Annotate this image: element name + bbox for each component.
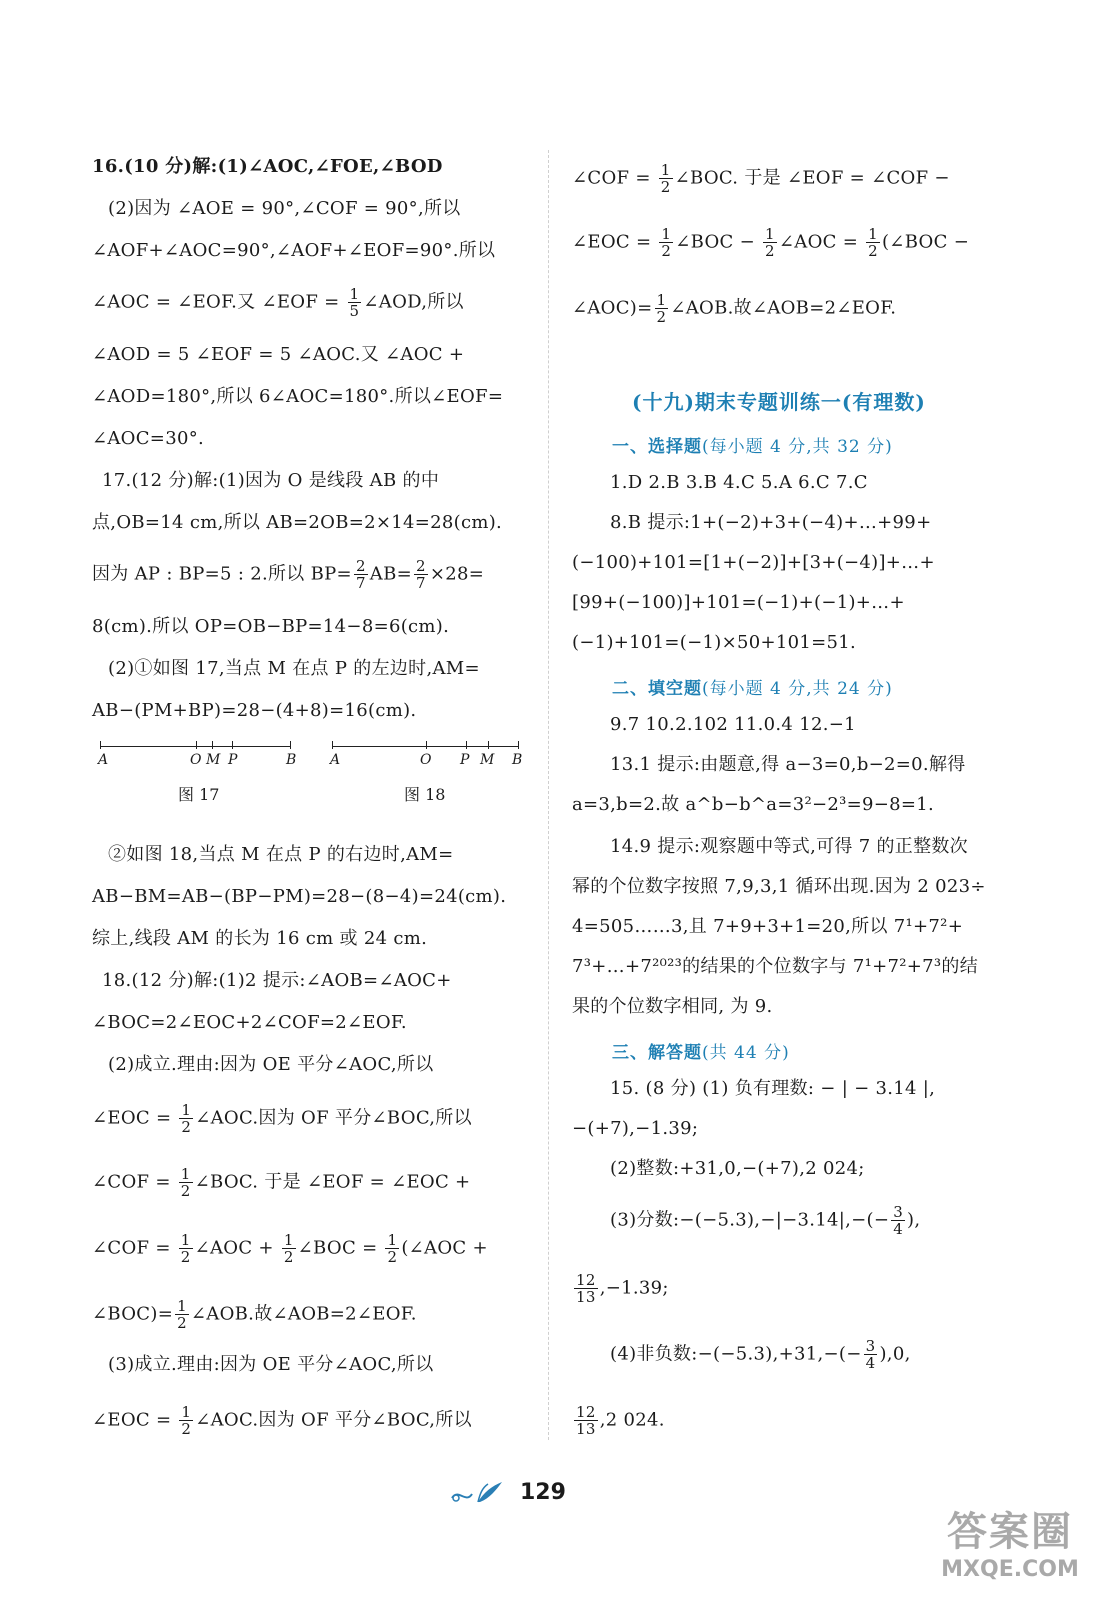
answer-line: (−100)+101=[1+(−2)]+[3+(−4)]+…+ <box>572 552 935 573</box>
fraction <box>179 1404 193 1437</box>
answer-line: 13.1 提示:由题意,得 a−3=0,b−2=0.解得 <box>610 754 966 775</box>
point-label-m: M <box>206 752 221 768</box>
fraction <box>574 1272 598 1305</box>
frac-num: 3 <box>893 1203 904 1221</box>
frac-den: 2 <box>387 1248 398 1266</box>
frac-num: 1 <box>180 1231 191 1249</box>
text-line: 点,OB=14 cm,所以 AB=2OB=2×14=28(cm). <box>92 512 503 533</box>
point-label-b: B <box>512 752 523 768</box>
answer-line: 14.9 提示:观察题中等式,可得 7 的正整数次 <box>610 836 968 857</box>
frac-den: 4 <box>865 1354 876 1372</box>
q17-header <box>102 466 439 496</box>
text-seg: ,2 024. <box>599 1409 665 1431</box>
answer-line <box>610 1338 911 1371</box>
text-line: 8(cm).所以 OP=OB−BP=14−8=6(cm). <box>92 616 450 637</box>
fraction <box>864 1338 878 1371</box>
frac-num: 1 <box>181 1403 192 1421</box>
text-line: ∠AOC=30°. <box>92 428 205 449</box>
text-seg: ∠COF = <box>92 1237 177 1259</box>
text-line: (2)成立.理由:因为 OE 平分∠AOC,所以 <box>108 1054 434 1075</box>
answer-line: 1.D 2.B 3.B 4.C 5.A 6.C 7.C <box>610 472 868 493</box>
frac-den: 7 <box>355 574 366 592</box>
point-label-m: M <box>480 752 495 768</box>
text-seg: ∠AOC = ∠EOF.又 ∠EOF = <box>92 291 346 313</box>
answer-line: 7³+…+7²⁰²³的结果的个位数字与 7¹+7²+7³的结 <box>572 956 979 977</box>
q16-text: 16.(10 分)解:(1)∠AOC,∠FOE,∠BOD <box>92 156 443 177</box>
frac-den: 2 <box>765 242 775 260</box>
fraction <box>574 1404 598 1437</box>
watermark-url: MXQE.COM <box>941 1557 1079 1582</box>
answer-line: (2)整数:+31,0,−(+7),2 024; <box>610 1158 865 1179</box>
frac-num: 12 <box>576 1271 596 1289</box>
frac-den: 2 <box>660 178 671 196</box>
frac-num: 1 <box>765 225 775 243</box>
answer-line <box>572 1272 669 1305</box>
answer-line: 果的个位数字相同, 为 9. <box>572 996 773 1017</box>
fraction <box>763 226 777 259</box>
tick-a <box>332 741 333 749</box>
answer-line: 幂的个位数字按照 7,9,3,1 循环出现.因为 2 023÷ <box>572 876 986 897</box>
text-seg: ∠EOC = <box>92 1107 178 1129</box>
text-line <box>92 1102 472 1135</box>
frac-num: 1 <box>656 291 667 309</box>
tick-b <box>290 741 291 749</box>
text-seg: ∠EOC = <box>92 1409 178 1431</box>
text-line: AB−BM=AB−(BP−PM)=28−(8−4)=24(cm). <box>92 886 507 907</box>
frac-num: 1 <box>177 1297 187 1315</box>
text-seg: (3)分数:−(−5.3),−|−3.14|,−(− <box>610 1209 890 1231</box>
figure-18 <box>332 746 532 806</box>
text-line: ∠AOF+∠AOC=90°,∠AOF+∠EOF=90°.所以 <box>92 240 496 261</box>
text-seg: ∠BOC. 于是 ∠EOF = ∠EOC + <box>194 1171 471 1193</box>
frac-num: 1 <box>180 1165 191 1183</box>
frac-den: 4 <box>893 1220 904 1238</box>
answer-line: 8.B 提示:1+(−2)+3+(−4)+…+99+ <box>610 512 932 533</box>
frac-den: 7 <box>416 574 426 592</box>
frac-num: 1 <box>181 1101 192 1119</box>
tick-m <box>488 741 489 749</box>
frac-den: 2 <box>661 242 672 260</box>
answer-line: −(+7),−1.39; <box>572 1118 699 1139</box>
section-title: (十九)期末专题训练一(有理数) <box>632 390 926 414</box>
text-line <box>92 1298 417 1331</box>
fraction <box>891 1204 905 1237</box>
fraction <box>414 558 428 591</box>
segment-ab <box>100 746 290 747</box>
frac-num: 2 <box>355 557 366 575</box>
fraction <box>348 286 362 319</box>
fraction <box>659 162 673 195</box>
text-seg: ∠BOC. 于是 ∠EOF = ∠COF − <box>674 167 950 189</box>
frac-num: 3 <box>865 1337 876 1355</box>
tick-p <box>232 741 233 749</box>
subsection-solve <box>612 1038 790 1063</box>
point-label-o: O <box>420 752 432 768</box>
figure-caption: 图 17 <box>178 785 220 804</box>
tick-o <box>196 741 197 749</box>
frac-num: 12 <box>576 1403 596 1421</box>
fraction <box>354 558 368 591</box>
text-line <box>572 226 969 259</box>
tick-b <box>518 741 519 749</box>
fraction <box>659 226 673 259</box>
q18-header <box>102 966 452 996</box>
frac-den: 2 <box>180 1248 191 1266</box>
text-line: ∠AOD=180°,所以 6∠AOC=180°.所以∠EOF= <box>92 386 504 407</box>
frac-den: 2 <box>180 1182 191 1200</box>
subsection-label: 一、选择题 <box>612 437 702 457</box>
text-seg: ∠EOC = <box>572 231 658 253</box>
watermark-text: 答案圈 <box>947 1509 1073 1555</box>
fraction <box>179 1102 193 1135</box>
text-seg: ∠AOC + <box>194 1237 280 1259</box>
frac-num: 1 <box>283 1231 294 1249</box>
subsection-fill <box>612 674 893 699</box>
frac-num: 1 <box>349 285 360 303</box>
frac-den: 2 <box>181 1118 192 1136</box>
text-seg: ), <box>907 1209 921 1231</box>
text-seg: ∠BOC)= <box>92 1303 174 1325</box>
text-line <box>92 1404 472 1437</box>
point-label-b: B <box>286 752 297 768</box>
answer-line: 4=505……3,且 7+9+3+1=20,所以 7¹+7²+ <box>572 916 964 937</box>
frac-den: 2 <box>283 1248 294 1266</box>
figure-17 <box>100 746 300 806</box>
footer-ornament-icon <box>448 1478 508 1506</box>
frac-den: 2 <box>181 1420 192 1438</box>
text-line: (3)成立.理由:因为 OE 平分∠AOC,所以 <box>108 1354 434 1375</box>
answer-line: a=3,b=2.故 a^b−b^a=3²−2³=9−8=1. <box>572 794 935 815</box>
segment-ab <box>332 746 518 747</box>
text-line: AB−(PM+BP)=28−(4+8)=16(cm). <box>92 700 417 721</box>
text-line <box>92 558 484 591</box>
point-label-p: P <box>228 752 238 768</box>
tick-o <box>426 741 427 749</box>
text-line: ∠BOC=2∠EOC+2∠COF=2∠EOF. <box>92 1012 407 1033</box>
text-seg: (∠AOC + <box>401 1237 488 1259</box>
text-line <box>572 162 950 195</box>
text-line: ②如图 18,当点 M 在点 P 的右边时,AM= <box>108 844 454 865</box>
watermark-logo <box>920 1500 1100 1590</box>
subsection-note: (每小题 4 分,共 24 分) <box>702 679 893 699</box>
frac-den: 2 <box>177 1314 187 1332</box>
text-seg: ∠AOC.因为 OF 平分∠BOC,所以 <box>195 1409 472 1431</box>
subsection-label: 三、解答题 <box>612 1043 702 1063</box>
frac-den: 5 <box>349 302 360 320</box>
text-seg: ∠AOD,所以 <box>363 291 464 313</box>
subsection-label: 二、填空题 <box>612 679 702 699</box>
text-seg: ∠COF = <box>572 167 657 189</box>
column-divider <box>548 150 549 1440</box>
fraction <box>385 1232 399 1265</box>
text-line <box>92 1166 470 1199</box>
point-label-a: A <box>330 752 341 768</box>
subsection-choice <box>612 432 893 457</box>
frac-num: 1 <box>387 1231 398 1249</box>
text-seg: (4)非负数:−(−5.3),+31,−(− <box>610 1343 862 1365</box>
text-line: 综上,线段 AM 的长为 16 cm 或 24 cm. <box>92 928 428 949</box>
subsection-note: (每小题 4 分,共 32 分) <box>702 437 893 457</box>
text-seg: ∠AOC.因为 OF 平分∠BOC,所以 <box>195 1107 472 1129</box>
text-seg: ∠BOC − <box>675 231 762 253</box>
answer-line: 15. (8 分) (1) 负有理数: − | − 3.14 |, <box>610 1078 936 1099</box>
text-seg: ∠AOB.故∠AOB=2∠EOF. <box>190 1303 417 1325</box>
point-label-a: A <box>98 752 109 768</box>
text-seg: ×28= <box>429 563 485 585</box>
text-line <box>92 286 464 319</box>
figure-caption: 图 18 <box>404 785 446 804</box>
answer-line: 9.7 10.2.102 11.0.4 12.−1 <box>610 714 856 735</box>
frac-den: 13 <box>576 1288 596 1306</box>
frac-den: 2 <box>656 308 667 326</box>
page-number: 129 <box>520 1480 566 1505</box>
text-line <box>92 1232 488 1265</box>
answer-line: (−1)+101=(−1)×50+101=51. <box>572 632 857 653</box>
fraction <box>866 226 880 259</box>
frac-num: 2 <box>416 557 426 575</box>
text-seg: ∠COF = <box>92 1171 177 1193</box>
tick-p <box>466 741 467 749</box>
text-seg: AB= <box>369 563 412 585</box>
answer-line: [99+(−100)]+101=(−1)+(−1)+…+ <box>572 592 905 613</box>
frac-num: 1 <box>661 225 672 243</box>
tick-a <box>100 741 101 749</box>
text-seg: ),0, <box>879 1343 911 1365</box>
fraction <box>179 1166 193 1199</box>
point-label-o: O <box>190 752 202 768</box>
text-seg: (∠BOC − <box>881 231 970 253</box>
text-seg: 因为 AP : BP=5 : 2.所以 BP= <box>92 563 352 585</box>
point-label-p: P <box>460 752 470 768</box>
fraction <box>179 1232 193 1265</box>
fraction <box>175 1298 189 1331</box>
frac-num: 1 <box>868 225 878 243</box>
text-seg: ∠AOC = <box>778 231 865 253</box>
frac-num: 1 <box>660 161 671 179</box>
tick-m <box>212 741 213 749</box>
text-line: (2)因为 ∠AOE = 90°,∠COF = 90°,所以 <box>108 198 461 219</box>
text-seg: ,−1.39; <box>599 1277 669 1299</box>
text-line <box>572 292 896 325</box>
text-line: (2)①如图 17,当点 M 在点 P 的左边时,AM= <box>108 658 480 679</box>
text-line: ∠AOD = 5 ∠EOF = 5 ∠AOC.又 ∠AOC + <box>92 344 465 365</box>
text-seg: ∠AOB.故∠AOB=2∠EOF. <box>670 297 897 319</box>
subsection-note: (共 44 分) <box>702 1043 790 1063</box>
fraction <box>282 1232 296 1265</box>
fraction <box>655 292 669 325</box>
frac-den: 2 <box>868 242 878 260</box>
answer-line <box>572 1404 665 1437</box>
q17-text: 17.(12 分)解:(1)因为 O 是线段 AB 的中 <box>102 470 440 491</box>
text-seg: ∠BOC = <box>297 1237 384 1259</box>
q16-header <box>92 152 443 182</box>
text-seg: ∠AOC)= <box>572 297 653 319</box>
frac-den: 13 <box>576 1420 596 1438</box>
answer-line <box>610 1204 920 1237</box>
q18-text: 18.(12 分)解:(1)2 提示:∠AOB=∠AOC+ <box>102 970 452 991</box>
